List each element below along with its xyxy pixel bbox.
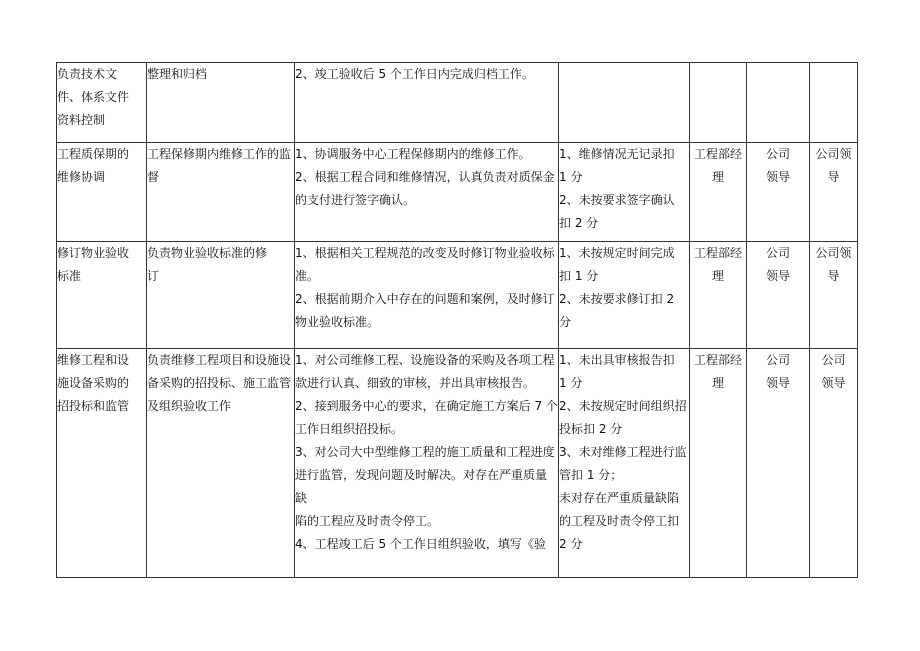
standard-cell bbox=[295, 242, 559, 349]
work-item-cell bbox=[57, 242, 147, 349]
cell-text-line: 督 bbox=[147, 170, 160, 184]
cell-text-line: 2 分 bbox=[559, 537, 583, 551]
responsibility-cell bbox=[147, 349, 295, 578]
cell-text-line: 修订物业验收 bbox=[57, 246, 130, 260]
approver-cell bbox=[810, 143, 858, 242]
cell-text-line: 2、竣工验收后 5 个工作日内完成归档工作。 bbox=[295, 67, 534, 81]
table-row bbox=[57, 63, 858, 143]
cell-text-line: 陷的工程应及时责令停工。 bbox=[295, 514, 440, 528]
cell-text-line: 1、未按规定时间完成 bbox=[559, 246, 675, 260]
cell-text-line: 及组织验收工作 bbox=[147, 399, 232, 413]
cell-text-line: 工程部经 bbox=[693, 353, 742, 367]
cell-text-line: 公司 bbox=[821, 353, 846, 367]
responsibility-cell bbox=[147, 242, 295, 349]
table-row bbox=[57, 349, 858, 578]
cell-text-line: 管扣 1 分； bbox=[559, 468, 623, 482]
cell-text-line: 1、未出具审核报告扣 bbox=[559, 353, 675, 367]
work-item-cell bbox=[57, 349, 147, 578]
cell-text-line: 扣 1 分 bbox=[559, 269, 599, 283]
cell-text-line: 3、对公司大中型维修工程的施工质量和工程进度 bbox=[295, 445, 555, 459]
cell-text-line: 资料控制 bbox=[57, 113, 106, 127]
cell-text-line: 工程质保期的 bbox=[57, 147, 130, 161]
cell-text-line: 负责维修工程项目和设施设 bbox=[147, 353, 292, 367]
cell-text-line: 2、未按要求修订扣 2 bbox=[559, 292, 675, 306]
cell-text-line: 4、工程竣工后 5 个工作日组织验收，填写《验 bbox=[295, 537, 546, 551]
penalty-cell bbox=[559, 242, 690, 349]
reviewer-cell bbox=[747, 349, 810, 578]
standard-cell bbox=[295, 349, 559, 578]
cell-text-line: 分 bbox=[559, 315, 572, 329]
cell-text-line: 款进行认真、细致的审核，并出具审核报告。 bbox=[295, 376, 536, 390]
cell-text-line: 1、根据相关工程规范的改变及时修订物业验收标 bbox=[295, 246, 555, 260]
table-body bbox=[57, 63, 858, 578]
cell-text-line: 1 分 bbox=[559, 170, 583, 184]
evaluator-cell bbox=[690, 349, 747, 578]
cell-text-line: 件、体系文件 bbox=[57, 90, 130, 104]
cell-text-line: 理 bbox=[711, 170, 724, 184]
cell-text-line: 公司领导 bbox=[815, 246, 852, 283]
reviewer-cell bbox=[747, 63, 810, 143]
standard-cell bbox=[295, 63, 559, 143]
reviewer-cell bbox=[747, 143, 810, 242]
cell-text-line: 招投标和监管 bbox=[57, 399, 130, 413]
cell-text-line: 2、根据工程合同和维修情况，认真负责对质保金 bbox=[295, 170, 555, 184]
cell-text-line: 未对存在严重质量缺陷 bbox=[559, 491, 680, 505]
cell-text-line: 1、协调服务中心工程保修期内的维修工作。 bbox=[295, 147, 531, 161]
cell-text-line: 公司领导 bbox=[815, 147, 852, 184]
cell-text-line: 2、未按规定时间组织招 bbox=[559, 399, 687, 413]
cell-text-line: 的支付进行签字确认。 bbox=[295, 193, 416, 207]
reviewer-cell bbox=[747, 242, 810, 349]
evaluator-cell bbox=[690, 63, 747, 143]
table-row bbox=[57, 242, 858, 349]
cell-text-line: 领导 bbox=[821, 376, 846, 390]
cell-text-line: 公司 bbox=[765, 147, 790, 161]
cell-text-line: 2、根据前期介入中存在的问题和案例，及时修订 bbox=[295, 292, 555, 306]
approver-cell bbox=[810, 349, 858, 578]
cell-text-line: 施设备采购的 bbox=[57, 376, 130, 390]
cell-text-line: 准。 bbox=[295, 269, 320, 283]
work-item-cell bbox=[57, 143, 147, 242]
cell-text-line: 负责技术文 bbox=[57, 67, 118, 81]
cell-text-line: 备采购的招投标、施工监管 bbox=[147, 376, 292, 390]
approver-cell bbox=[810, 242, 858, 349]
cell-text-line: 维修工程和设 bbox=[57, 353, 130, 367]
cell-text-line: 领导 bbox=[765, 269, 790, 283]
table-row bbox=[57, 143, 858, 242]
responsibility-cell bbox=[147, 63, 295, 143]
cell-text-line: 的工程及时责令停工扣 bbox=[559, 514, 680, 528]
cell-text-line: 3、未对维修工程进行监 bbox=[559, 445, 687, 459]
cell-text-line: 物业验收标准。 bbox=[295, 315, 380, 329]
cell-text-line: 领导 bbox=[765, 170, 790, 184]
cell-text-line: 整理和归档 bbox=[147, 67, 208, 81]
responsibility-table bbox=[56, 62, 858, 578]
responsibility-cell bbox=[147, 143, 295, 242]
penalty-cell bbox=[559, 143, 690, 242]
cell-text-line: 维修协调 bbox=[57, 170, 106, 184]
cell-text-line: 扣 2 分 bbox=[559, 216, 599, 230]
cell-text-line: 工程部经 bbox=[693, 246, 742, 260]
cell-text-line: 标准 bbox=[57, 269, 82, 283]
evaluator-cell bbox=[690, 143, 747, 242]
penalty-cell bbox=[559, 63, 690, 143]
cell-text-line: 1、对公司维修工程、设施设备的采购及各项工程 bbox=[295, 353, 555, 367]
cell-text-line: 1 分 bbox=[559, 376, 583, 390]
cell-text-line: 理 bbox=[711, 376, 724, 390]
standard-cell bbox=[295, 143, 559, 242]
penalty-cell bbox=[559, 349, 690, 578]
cell-text-line: 2、未按要求签字确认 bbox=[559, 193, 675, 207]
cell-text-line: 进行监管，发现问题及时解决。对存在严重质量缺 bbox=[295, 468, 548, 505]
approver-cell bbox=[810, 63, 858, 143]
cell-text-line: 理 bbox=[711, 269, 724, 283]
cell-text-line: 领导 bbox=[765, 376, 790, 390]
cell-text-line: 投标扣 2 分 bbox=[559, 422, 623, 436]
cell-text-line: 订 bbox=[147, 269, 160, 283]
cell-text-line: 公司 bbox=[765, 246, 790, 260]
evaluator-cell bbox=[690, 242, 747, 349]
cell-text-line: 工程部经 bbox=[693, 147, 742, 161]
cell-text-line: 1、维修情况无记录扣 bbox=[559, 147, 675, 161]
cell-text-line: 工程保修期内维修工作的监 bbox=[147, 147, 292, 161]
cell-text-line: 公司 bbox=[765, 353, 790, 367]
cell-text-line: 工作日组织招投标。 bbox=[295, 422, 404, 436]
cell-text-line: 2、接到服务中心的要求，在确定施工方案后 7 个 bbox=[295, 399, 558, 413]
work-item-cell bbox=[57, 63, 147, 143]
cell-text-line: 负责物业验收标准的修 bbox=[147, 246, 268, 260]
